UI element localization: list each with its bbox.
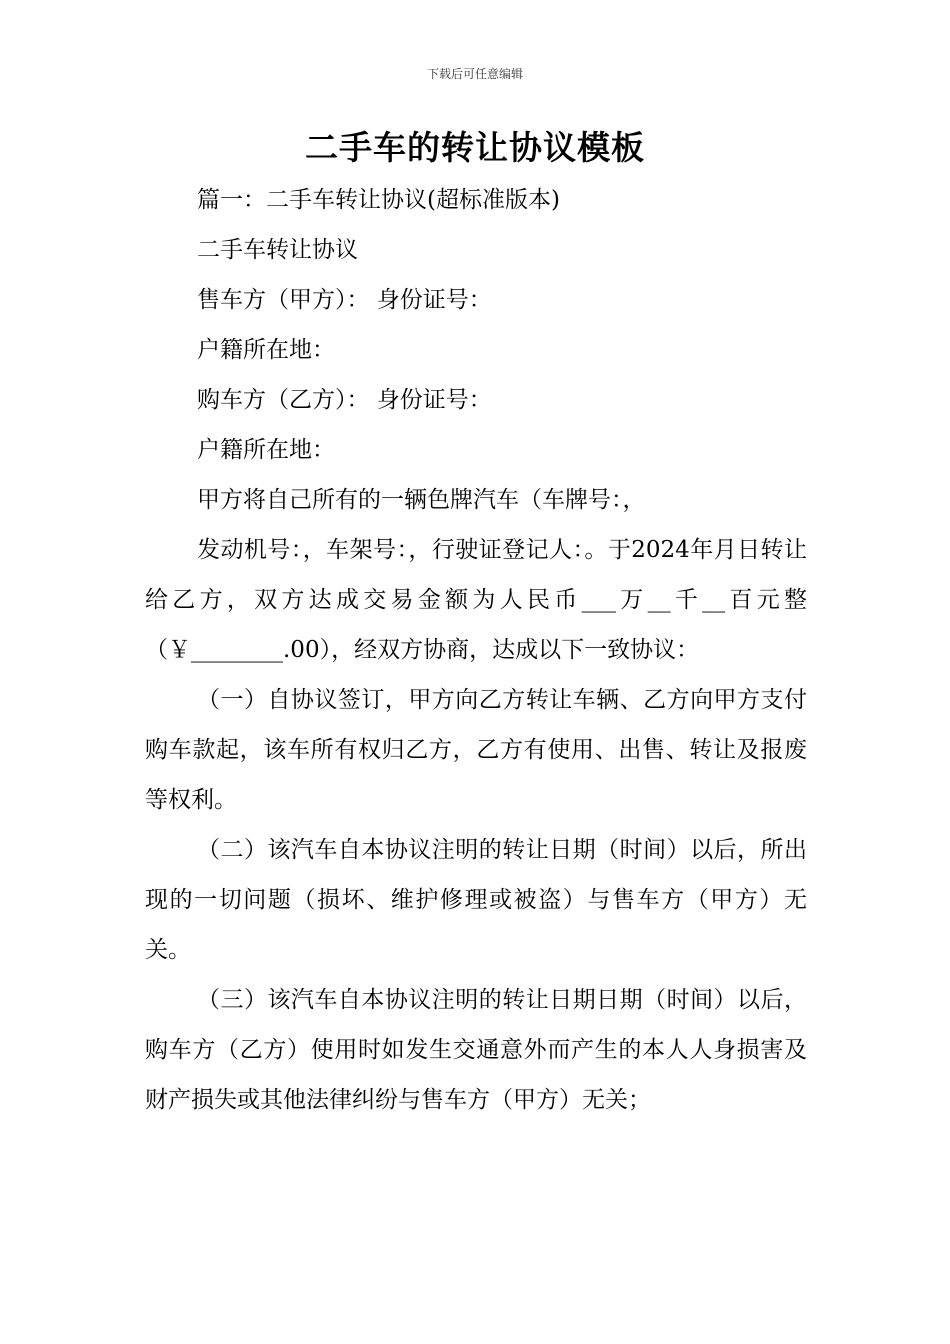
clause-2-paragraph: （二）该汽车自本协议注明的转让日期（时间）以后，所出现的一切问题（损坏、维护修理或被盗）与售车方（甲方）无关。 [145, 837, 807, 963]
document-body [145, 175, 807, 1125]
document-title: 二手车的转让协议模板 [305, 128, 645, 167]
clause-3-paragraph: （三）该汽车自本协议注明的转让日期日期（时间）以后，购车方（乙方）使用时如发生交通意外而产生的本人人身损害及财产损失或其他法律纠纷与售车方（甲方）无关； [145, 987, 807, 1113]
buyer-line: 购车方（乙方）： 身份证号： [197, 387, 492, 413]
agreement-subtitle: 二手车转让协议 [197, 237, 358, 263]
transfer-paragraph: 发动机号：，车架号：，行驶证登记人：。于2024年月日转让给乙方，双方达成交易金额为人民币___万__千__百元整（￥________.00），经双方协商，达成以下一致协议： [145, 537, 807, 663]
header-note: 下载后可任意编辑 [426, 67, 523, 81]
buyer-address-line: 户籍所在地： [197, 437, 335, 463]
seller-address-line: 户籍所在地： [197, 337, 335, 363]
seller-line: 售车方（甲方）： 身份证号： [197, 287, 492, 313]
chapter-heading: 篇一：二手车转让协议(超标准版本) [197, 187, 560, 213]
clause-1-paragraph: （一）自协议签订，甲方向乙方转让车辆、乙方向甲方支付购车款起，该车所有权归乙方，乙方有使用、出售、转让及报废等权利。 [145, 687, 807, 813]
vehicle-line: 甲方将自己所有的一辆色牌汽车（车牌号：， [197, 487, 646, 513]
